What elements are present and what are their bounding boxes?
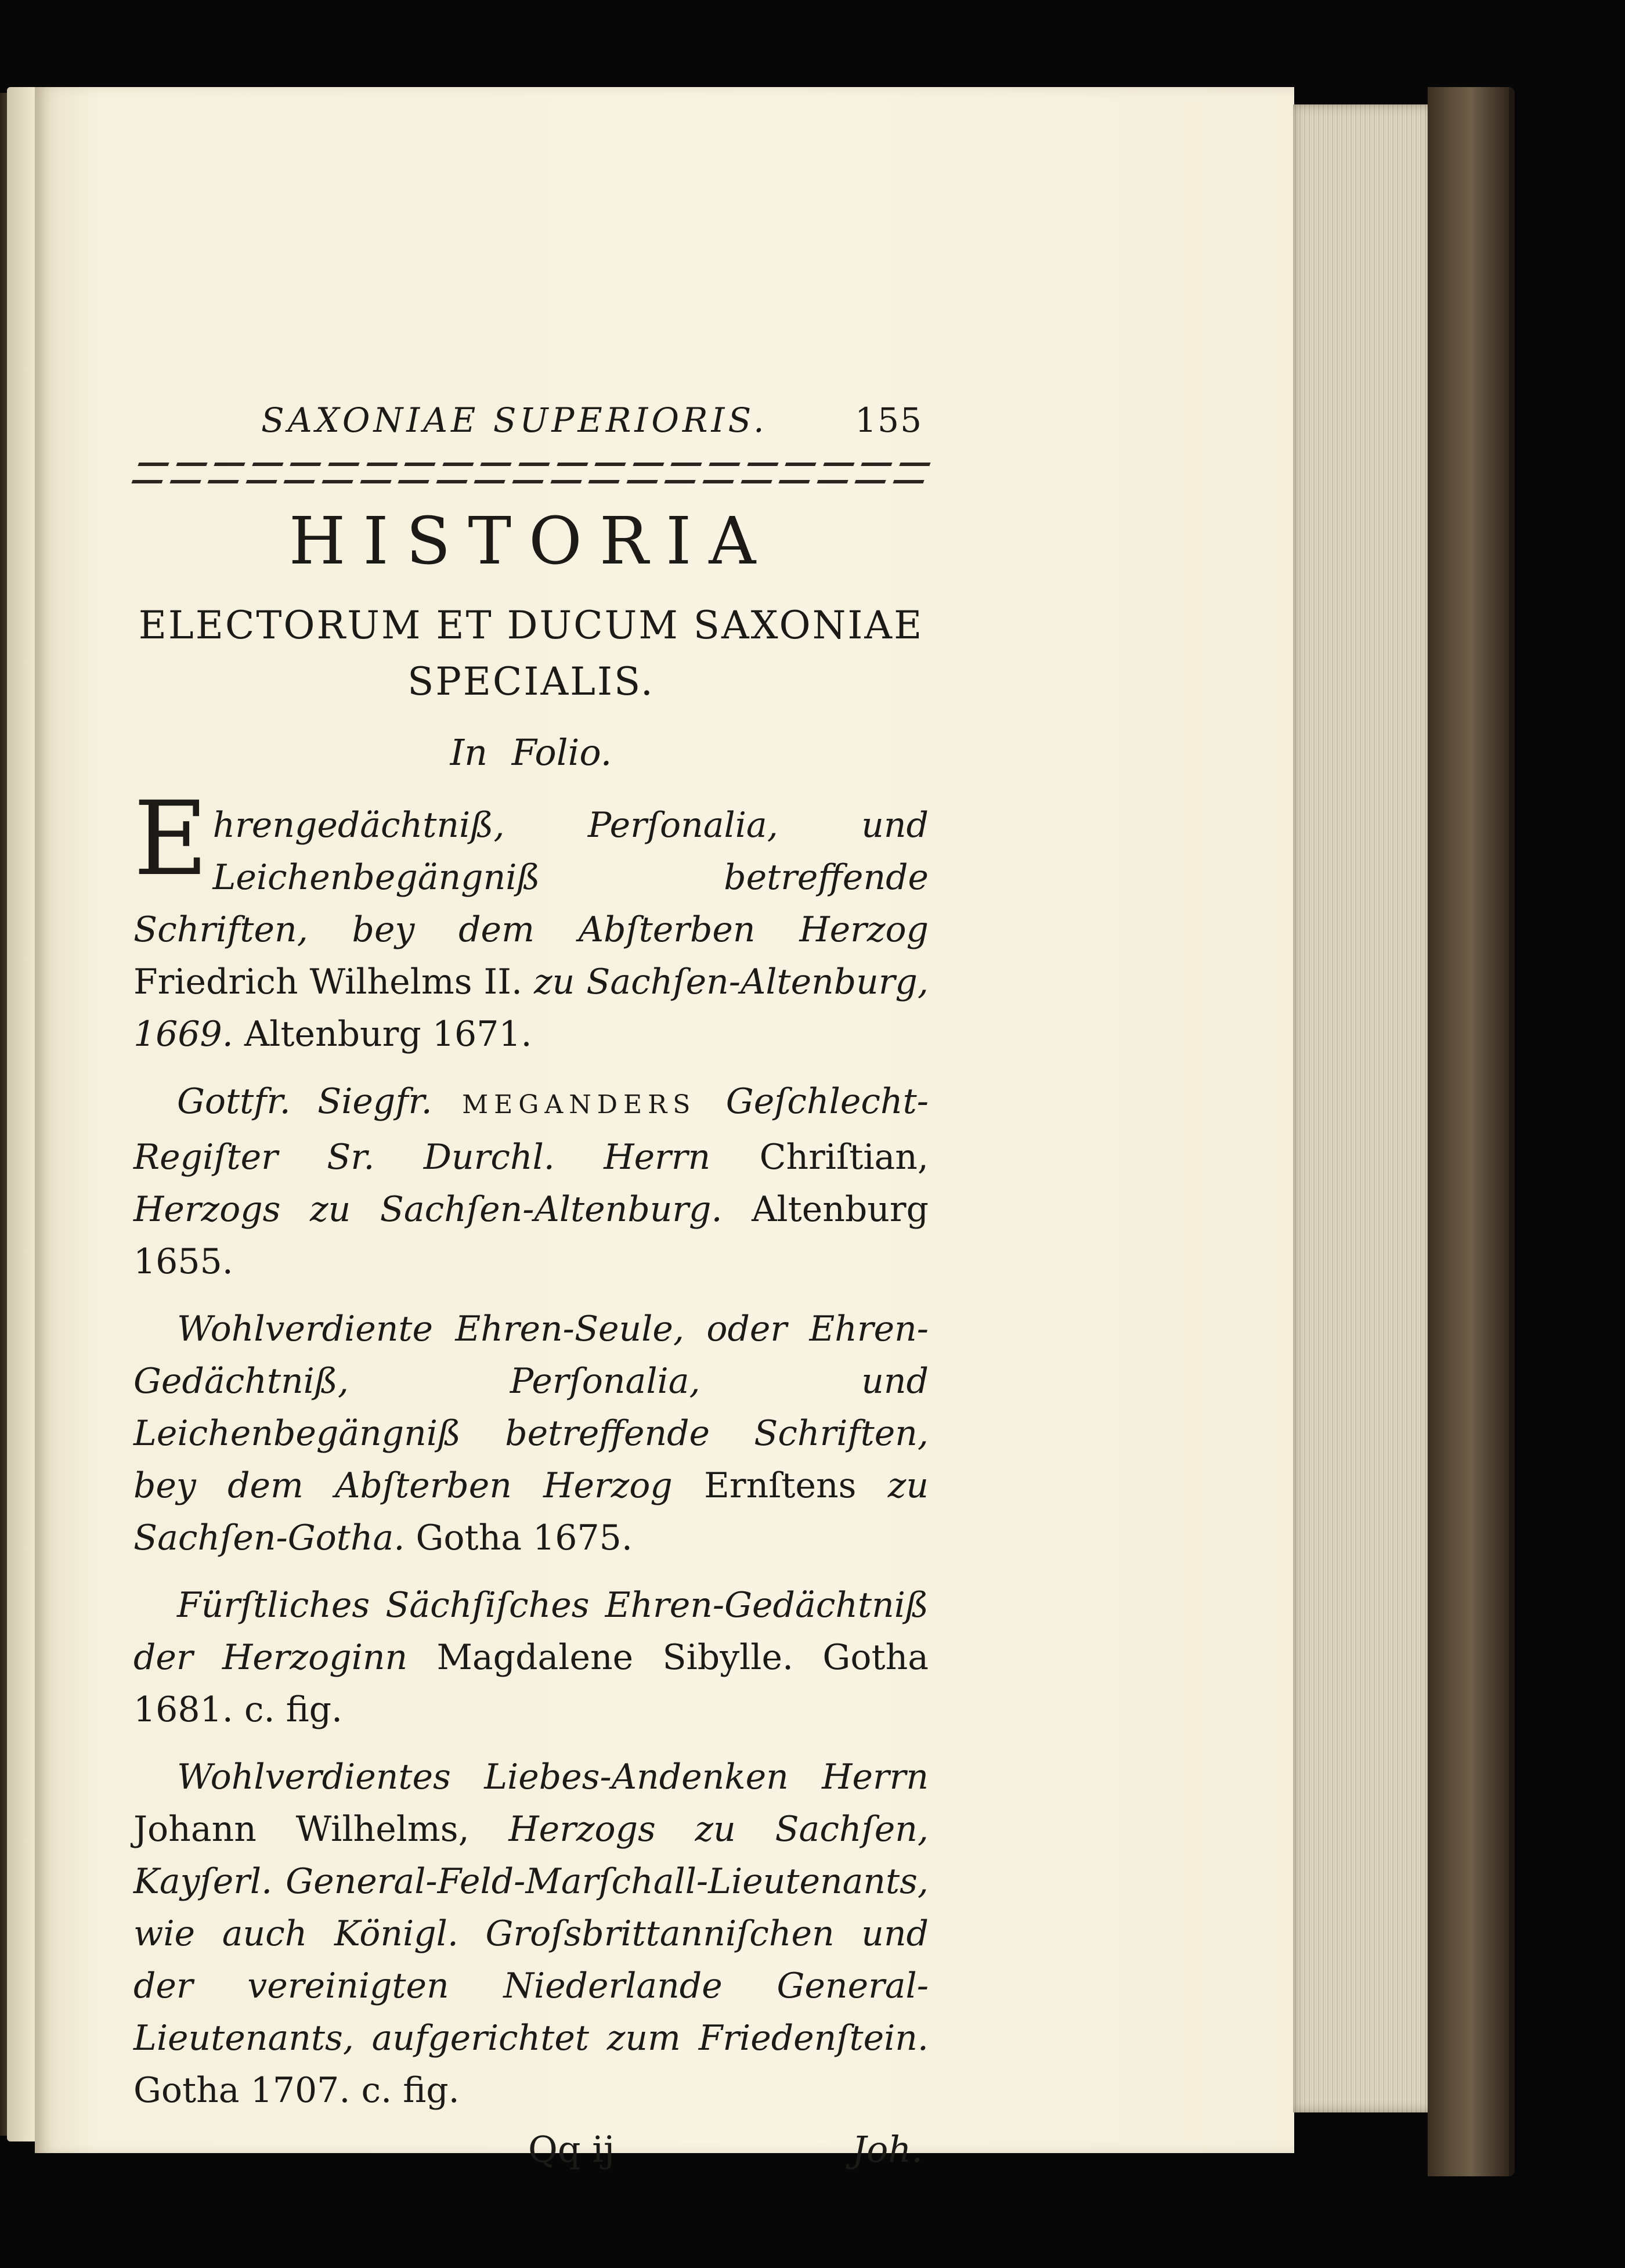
signature-mark: Qq ij [528, 2128, 615, 2171]
cover-shadow [1509, 87, 1532, 2176]
entry-1: Ehrengedächtniß, Perſonalia, und Leichenbegängniß betreffende Schriften, bey dem Abſterben Herzog Friedrich Wilhelms II. zu Sachſen-Altenburg, 1669. Altenburg 1671. [133, 779, 929, 1055]
page-title: HISTORIA [288, 504, 774, 579]
entry-3: Wohlverdiente Ehren-Seule, oder Ehren-Gedächtniß, Perſonalia, und Leichenbegängniß betreffende Schriften, bey dem Abſterben Herzog Ernſtens zu Sachſen-Gotha. Gotha 1675. [133, 1309, 929, 1559]
page-footer [133, 2128, 929, 2186]
running-head [133, 389, 929, 453]
ornament-border [133, 458, 929, 487]
subtitle-line1: ELECTORUM ET DUCUM SAXONIAE [138, 603, 924, 648]
page-edges [1293, 104, 1432, 2112]
catchword: Joh. [852, 2128, 923, 2171]
page-number: 155 [855, 400, 923, 440]
drop-cap: E [133, 779, 208, 899]
entry-2: Gottfr. Siegfr. MEGANDERS Geſchlecht-Regiſter Sr. Durchl. Herrn Chriſtian, Herzogs zu Sachſen-Altenburg. Altenburg 1655. [133, 1081, 929, 1283]
subtitle-line2: SPECIALIS. [407, 659, 655, 704]
entry-5: Wohlverdientes Liebes-Andenken Herrn Johann Wilhelms, Herzogs zu Sachſen, Kayſerl. General-Feld-Marſchall-Lieutenants, wie auch Königl. Groſsbrittanniſchen und der vereinigten Niederlande General-Lieutenants, aufgerichtet zum Friedenſtein. Gotha 1707. c. fig. [133, 1757, 929, 2111]
page-text-block [133, 389, 929, 2186]
running-title: SAXONIAE SUPERIORIS. [261, 400, 768, 440]
format-note: In Folio. [450, 731, 612, 774]
entry-4: Fürſtliches Sächſiſches Ehren-Gedächtniß der Herzoginn Magdalene Sibylle. Gotha 1681. c. fig. [133, 1585, 929, 1731]
book-cover-board [1428, 87, 1515, 2176]
